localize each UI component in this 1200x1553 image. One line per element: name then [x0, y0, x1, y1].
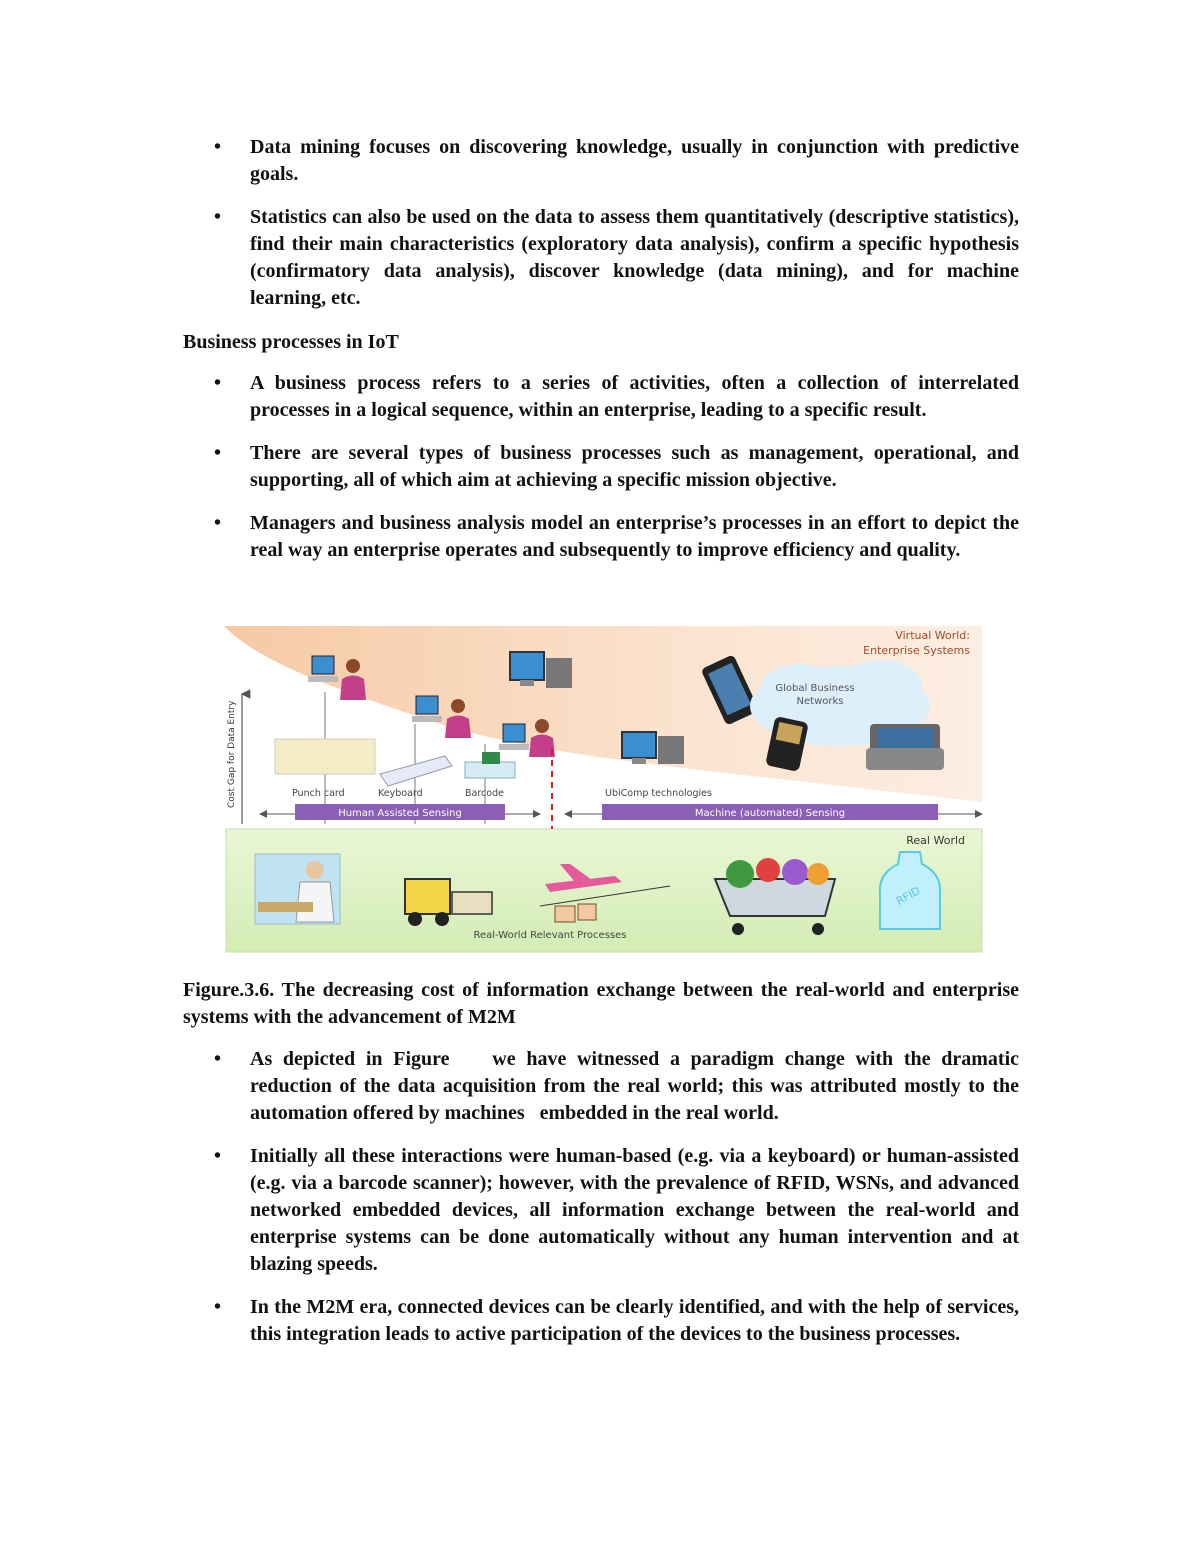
m2m-cost-figure [220, 624, 986, 954]
list-item-text: There are several types of business processes such as management, operational, and supporting, all of which aim at achieving a specific mission objective. [250, 442, 1019, 491]
figure-caption: Figure.3.6. The decreasing cost of information exchange between the real-world and enterprise systems with the advancement of M2M [183, 979, 1019, 1028]
list-item [214, 1143, 1019, 1278]
list-item [214, 204, 1019, 312]
list-item [214, 1046, 1024, 1127]
bullet-icon: • [214, 442, 222, 464]
factory-worker-icon [255, 854, 340, 924]
list-item [214, 134, 1019, 188]
list-item [214, 370, 1019, 424]
keyboard-label: Keyboard [378, 788, 423, 799]
rfid-tag-label: RFID [893, 883, 923, 909]
bullet-icon: • [214, 1296, 222, 1318]
ubicomp-label: UbiComp technologies [605, 788, 712, 799]
bullet-icon: • [214, 206, 222, 228]
list-item-text: Managers and business analysis model an enterprise’s processes in an effort to depict the real way an enterprise operates and subsequently to improve efficiency and quality. [250, 512, 1019, 561]
enterprise-systems-label: Enterprise Systems [863, 644, 970, 657]
section-heading: Business processes in IoT [183, 331, 399, 353]
real-world-processes-label: Real-World Relevant Processes [473, 930, 627, 941]
punch-card-label: Punch card [292, 788, 345, 799]
bullet-list-m2m [214, 1046, 1024, 1348]
pda-device-icon [866, 724, 944, 770]
global-business-label: Global Business [775, 683, 855, 694]
networks-label: Networks [796, 696, 844, 707]
bullet-icon: • [214, 512, 222, 534]
bullet-icon: • [214, 1048, 222, 1070]
machine-sensing-label: Machine (automated) Sensing [694, 808, 846, 819]
virtual-world-label: Virtual World: [895, 629, 970, 642]
list-item [214, 1294, 1019, 1348]
bullet-icon: • [214, 1145, 222, 1167]
list-item-text: In the M2M era, connected devices can be clearly identified, and with the help of services, this integration leads to active participation of the devices to the business processes. [250, 1296, 1019, 1345]
list-item [214, 440, 1019, 494]
bullet-list-business-processes [214, 370, 1019, 564]
list-item-text: Initially all these interactions were human-based (e.g. via a keyboard) or human-assisted (e.g. via a barcode scanner); however, with the prevalence of RFID, WSNs, and advanced networked embedded devices, all information exchange between the real-world and enterprise systems can be done automatically without any human intervention and at blazing speeds. [250, 1145, 1019, 1275]
real-world-label: Real World [906, 834, 965, 847]
list-item-text: Data mining focuses on discovering knowledge, usually in conjunction with predictive goals. [250, 136, 1019, 185]
punch-card-icon [275, 739, 375, 774]
bullet-icon: • [214, 136, 222, 158]
y-axis-label: Cost Gap for Data Entry [227, 700, 237, 808]
list-item-text: A business process refers to a series of activities, often a collection of interrelated processes in a logical sequence, within an enterprise, leading to a specific result. [250, 372, 1019, 421]
list-item-text: Statistics can also be used on the data to assess them quantitatively (descriptive statistics), find their main characteristics (exploratory data analysis), confirm a specific hypothesis (confirmatory data analysis), discover knowledge (data mining), and for machine learning, etc. [250, 206, 1019, 309]
bullet-icon: • [214, 372, 222, 394]
barcode-label: Barcode [465, 788, 504, 799]
bullet-list-data-analysis [214, 134, 1019, 312]
list-item-text: As depicted in Figure we have witnessed a paradigm change with the dramatic reduction of the data acquisition from the real world; this was attributed mostly to the automation offered by machines embedded in the real world. [250, 1048, 1024, 1124]
human-sensing-label: Human Assisted Sensing [338, 808, 462, 819]
list-item [214, 510, 1019, 564]
